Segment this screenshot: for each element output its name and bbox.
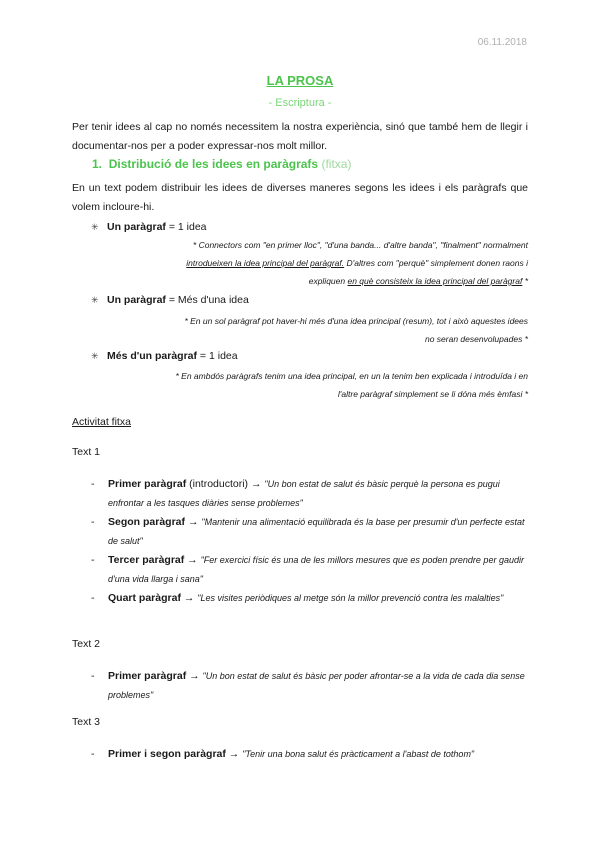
item-mid: → bbox=[180, 592, 198, 604]
bullet-item bbox=[91, 350, 238, 362]
bullet-item bbox=[91, 221, 207, 233]
note-underlined: en què consisteix la idea principal del paràgraf bbox=[347, 276, 523, 286]
document-date: 06.11.2018 bbox=[477, 37, 527, 48]
text-label: Text 1 bbox=[72, 446, 101, 458]
section-title: Distribució de les idees en paràgrafs bbox=[108, 157, 319, 171]
item-quote: "Un bon estat de salut és bàsic per poder afrontar-se a la vida de cada dia sense problemes" bbox=[108, 671, 525, 700]
note-text: expliquen bbox=[308, 276, 348, 286]
item-mid: → bbox=[225, 748, 243, 760]
bullet-item bbox=[91, 294, 249, 306]
list-item: - Quart paràgraf → "Les visites periòdiques al metge són la millor prevenció contra les malalties" bbox=[91, 592, 504, 604]
list-item: - Segon paràgraf → "Mantenir una alimentació equilibrada és la base per presumir d'un perfecte estat de salut" bbox=[91, 516, 525, 546]
star-bullet-icon: ✳ bbox=[91, 222, 99, 232]
note-line: * Connectors com "en primer lloc", "d'una banda... d'altre banda", "finalment" normalment bbox=[192, 240, 528, 250]
item-quote: "Les visites periòdiques al metge són la millor prevenció contra les malalties" bbox=[197, 593, 504, 603]
note-line bbox=[88, 272, 528, 290]
note-2 bbox=[108, 312, 528, 348]
page-title: LA PROSA bbox=[266, 73, 334, 88]
bullet-text: = 1 idea bbox=[165, 221, 207, 233]
item-quote: "Tenir una bona salut és pràcticament a l'abast de tothom" bbox=[242, 749, 475, 759]
star-bullet-icon: ✳ bbox=[91, 295, 99, 305]
note-line: * En ambdós paràgrafs tenim una idea principal, en un la tenim ben explicada i introduïda i en bbox=[175, 371, 528, 381]
item-quote: "Mantenir una alimentació equilibrada és la base per presumir d'un perfecte estat de salut" bbox=[108, 517, 525, 546]
item-mid: → bbox=[185, 516, 202, 528]
item-quote: "Fer exercici físic és una de les millors mesures que es poden prendre per gaudir d'una vida llarga i sana" bbox=[108, 555, 524, 584]
note-text: D'altres com "perquè" simplement donen raons i bbox=[344, 258, 528, 268]
list-item: - Primer paràgraf → "Un bon estat de salut és bàsic per poder afrontar-se a la vida de cada dia sense problemes" bbox=[91, 670, 525, 700]
item-mid: → bbox=[186, 670, 203, 682]
page-subtitle: - Escriptura - bbox=[268, 97, 332, 109]
note-line bbox=[88, 254, 528, 272]
activity-heading: Activitat fitxa bbox=[72, 416, 131, 428]
bullet-label: Més d'un paràgraf bbox=[107, 350, 198, 362]
list-item: - Primer paràgraf (introductori) → "Un bon estat de salut és bàsic perquè la persona es pugui enfrontar a les tasques diàries sense problemes" bbox=[91, 478, 500, 508]
text-label: Text 2 bbox=[72, 638, 101, 650]
item-mid: (introductori) → bbox=[186, 478, 265, 490]
note-line: l'altre paràgraf simplement se li dóna més èmfasi * bbox=[337, 389, 528, 399]
section-heading bbox=[92, 157, 351, 171]
section-paragraph: En un text podem distribuir les idees de diverses maneres segons les idees i els paràgrafs que volem incloure-hi. bbox=[72, 182, 528, 213]
note-line: no seran desenvolupades * bbox=[424, 334, 528, 344]
bullet-label: Un paràgraf bbox=[107, 294, 166, 306]
note-1 bbox=[88, 236, 528, 290]
item-mid: → bbox=[184, 554, 201, 566]
item-quote: "Un bon estat de salut és bàsic perquè la persona es pugui enfrontar a les tasques diàries sense problemes" bbox=[108, 479, 500, 508]
section-number: 1. bbox=[92, 157, 103, 171]
item-label: Primer i segon paràgraf bbox=[108, 748, 226, 760]
note-3 bbox=[108, 367, 528, 403]
item-label: Tercer paràgraf bbox=[108, 554, 185, 566]
note-underlined: introdueixen la idea principal del paràgraf. bbox=[186, 258, 345, 268]
star-bullet-icon: ✳ bbox=[91, 351, 99, 361]
list-item: - Primer i segon paràgraf → "Tenir una bona salut és pràcticament a l'abast de tothom" bbox=[91, 748, 475, 760]
list-item: - Tercer paràgraf → "Fer exercici físic és una de les millors mesures que es poden prendre per gaudir d'una vida llarga i sana" bbox=[91, 554, 524, 584]
item-label: Quart paràgraf bbox=[108, 592, 181, 604]
intro-paragraph: Per tenir idees al cap no només necessitem la nostra experiència, sinó que també hem de llegir i documentar-nos per a poder expressar-nos molt millor. bbox=[72, 121, 528, 152]
text-label: Text 3 bbox=[72, 716, 101, 728]
bullet-text: = Més d'una idea bbox=[165, 294, 249, 306]
bullet-text: = 1 idea bbox=[197, 350, 238, 362]
item-label: Primer paràgraf bbox=[108, 670, 187, 682]
bullet-label: Un paràgraf bbox=[107, 221, 166, 233]
note-line: * En un sol paràgraf pot haver-hi més d'una idea principal (resum), tot i això aquestes idees bbox=[184, 316, 528, 326]
section-hint: (fitxa) bbox=[321, 157, 352, 171]
item-label: Segon paràgraf bbox=[108, 516, 186, 528]
note-text: * bbox=[522, 276, 528, 286]
item-label: Primer paràgraf bbox=[108, 478, 187, 490]
